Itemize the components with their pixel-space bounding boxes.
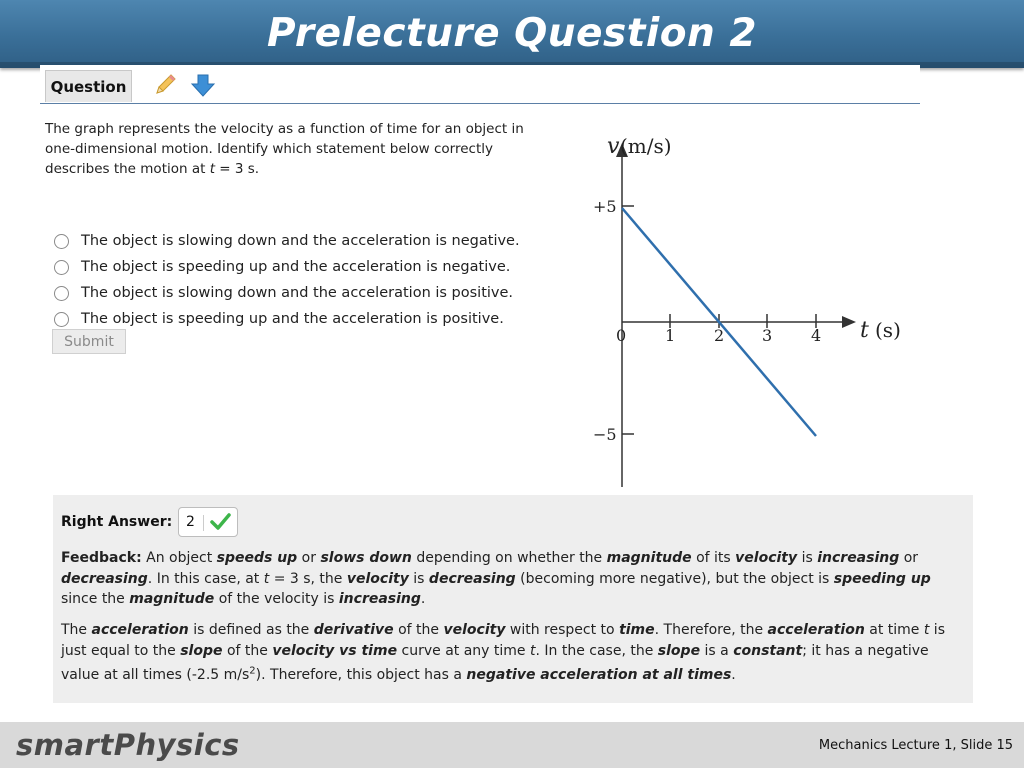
slide-info: Mechanics Lecture 1, Slide 15 xyxy=(818,738,1013,753)
feedback-p2-run: acceleration xyxy=(767,622,865,638)
feedback-p1-run: increasing xyxy=(338,591,421,607)
footer-bar xyxy=(0,722,1024,768)
feedback-p1-run: (becoming more negative), but the object is xyxy=(515,570,834,587)
smartphysics-logo: smartPhysics xyxy=(16,728,240,762)
x-tick-label-4: 4 xyxy=(811,326,822,345)
answer-options xyxy=(54,228,520,332)
feedback-p2-run: is a xyxy=(700,642,734,659)
prompt-line-3-post: = 3 s. xyxy=(215,161,260,177)
feedback-p1-run: velocity xyxy=(346,570,409,587)
feedback-p2-run: ). Therefore, this object has a xyxy=(255,666,467,683)
feedback-p2-run: curve at any time xyxy=(397,642,530,659)
feedback-p2-run: constant xyxy=(733,642,803,659)
y-tick-label-minus5: −5 xyxy=(593,425,617,444)
radio-button-4[interactable] xyxy=(54,312,69,327)
x-tick-label-3: 3 xyxy=(762,326,773,345)
feedback-p2-run: is just equal to the xyxy=(61,622,945,659)
checkmark-icon xyxy=(209,512,231,532)
feedback-p1-run: or xyxy=(297,550,321,566)
feedback-p2-run: negative acceleration at all times xyxy=(466,666,732,683)
feedback-p2-run: slope xyxy=(180,642,223,659)
option-2[interactable] xyxy=(54,254,520,280)
feedback-p1-run: speeding up xyxy=(833,570,931,587)
feedback-paragraph-2 xyxy=(61,620,966,685)
x-axis-unit: (s) xyxy=(875,318,901,342)
prompt-variable-t: t xyxy=(209,161,215,177)
feedback-paragraph-1-body xyxy=(61,550,931,607)
title-bar xyxy=(0,0,1024,68)
question-prompt xyxy=(45,119,575,179)
velocity-time-graph xyxy=(580,125,920,490)
submit-button[interactable]: Submit xyxy=(52,329,126,354)
feedback-p1-run: slows down xyxy=(320,550,412,566)
question-tabbar xyxy=(40,65,920,104)
feedback-p2-run: is defined as the xyxy=(188,622,314,638)
feedback-p2-run: . xyxy=(731,666,736,683)
feedback-p1-run: . In this case, at xyxy=(147,570,264,587)
feedback-p1-run: decreasing xyxy=(61,570,148,587)
right-answer-label: Right Answer: xyxy=(61,514,173,530)
y-axis-var: v xyxy=(607,134,620,159)
pencil-icon[interactable] xyxy=(152,72,178,98)
feedback-p2-run: ; it has a negative value at all times (-2.5 m/s xyxy=(61,642,929,683)
x-axis-arrow xyxy=(842,316,856,328)
option-3-label: The object is slowing down and the acceleration is positive. xyxy=(81,285,514,301)
feedback-p1-run: magnitude xyxy=(129,591,215,607)
feedback-p2-run: of the xyxy=(393,622,444,638)
option-2-label: The object is speeding up and the acceleration is negative. xyxy=(81,259,511,275)
feedback-p1-run: depending on whether the xyxy=(411,550,607,566)
x-tick-label-2: 2 xyxy=(714,326,725,345)
feedback-p2-run: . Therefore, the xyxy=(654,622,768,638)
option-1[interactable] xyxy=(54,228,520,254)
feedback-p1-run: . xyxy=(420,591,426,607)
feedback-p2-run: t xyxy=(923,622,930,638)
x-axis-var: t xyxy=(860,318,869,343)
feedback-p1-run: of its xyxy=(691,550,736,566)
feedback-p2-run: . In the case, the xyxy=(535,642,658,659)
feedback-p1-run: of the velocity is xyxy=(214,591,339,607)
y-tick-label-plus5: +5 xyxy=(593,197,617,216)
feedback-p1-run: increasing xyxy=(817,550,900,566)
download-arrow-icon[interactable] xyxy=(190,73,216,99)
prompt-line-3 xyxy=(45,159,575,179)
feedback-p2-run: velocity vs time xyxy=(272,642,398,659)
feedback-p1-run: velocity xyxy=(735,550,798,566)
feedback-p2-run: time xyxy=(619,622,655,638)
y-axis-unit: (m/s) xyxy=(620,134,672,158)
feedback-panel xyxy=(53,495,973,703)
radio-button-2[interactable] xyxy=(54,260,69,275)
feedback-p1-run: or xyxy=(899,550,919,566)
feedback-p2-run: The xyxy=(61,622,92,638)
feedback-p2-run: slope xyxy=(657,642,701,659)
radio-button-3[interactable] xyxy=(54,286,69,301)
prompt-line-2: one-dimensional motion. Identify which statement below correctly xyxy=(45,141,493,157)
feedback-paragraph-2-body xyxy=(61,622,945,683)
option-3[interactable] xyxy=(54,280,520,306)
feedback-p2-run: acceleration xyxy=(91,622,189,638)
right-answer-value: 2 xyxy=(186,514,195,530)
feedback-p1-run: t xyxy=(263,570,270,587)
feedback-paragraph-1 xyxy=(61,548,966,610)
slide-title: Prelecture Question 2 xyxy=(266,11,758,56)
x-tick-label-1: 1 xyxy=(665,326,676,345)
feedback-p1-run: since the xyxy=(61,591,130,607)
feedback-p2-run: with respect to xyxy=(505,622,620,638)
feedback-p1-run: speeds up xyxy=(216,550,298,566)
feedback-p1-run: is xyxy=(408,570,429,587)
chip-divider xyxy=(203,515,204,531)
feedback-p1-run: = 3 s, the xyxy=(269,570,347,587)
feedback-p1-run: is xyxy=(797,550,818,566)
right-answer-chip xyxy=(178,507,238,537)
tab-question[interactable]: Question xyxy=(45,70,132,102)
option-1-label: The object is slowing down and the acceleration is negative. xyxy=(81,233,520,249)
feedback-p1-run: decreasing xyxy=(428,570,516,587)
x-tick-label-0: 0 xyxy=(616,326,627,345)
feedback-label: Feedback: xyxy=(61,550,142,566)
feedback-p2-run: t xyxy=(530,642,536,659)
feedback-p2-run: of the xyxy=(222,642,273,659)
prompt-line-1: The graph represents the velocity as a function of time for an object in xyxy=(45,121,524,137)
feedback-p2-run: derivative xyxy=(313,622,394,638)
feedback-p2-run: at time xyxy=(864,622,924,638)
feedback-p1-run: magnitude xyxy=(606,550,692,566)
feedback-p2-run: velocity xyxy=(443,622,506,638)
option-4-label: The object is speeding up and the acceleration is positive. xyxy=(81,311,504,327)
feedback-p2-run: 2 xyxy=(249,665,256,676)
radio-button-1[interactable] xyxy=(54,234,69,249)
prompt-line-3-pre: describes the motion at xyxy=(45,161,210,177)
feedback-p1-run: An object xyxy=(141,550,217,566)
